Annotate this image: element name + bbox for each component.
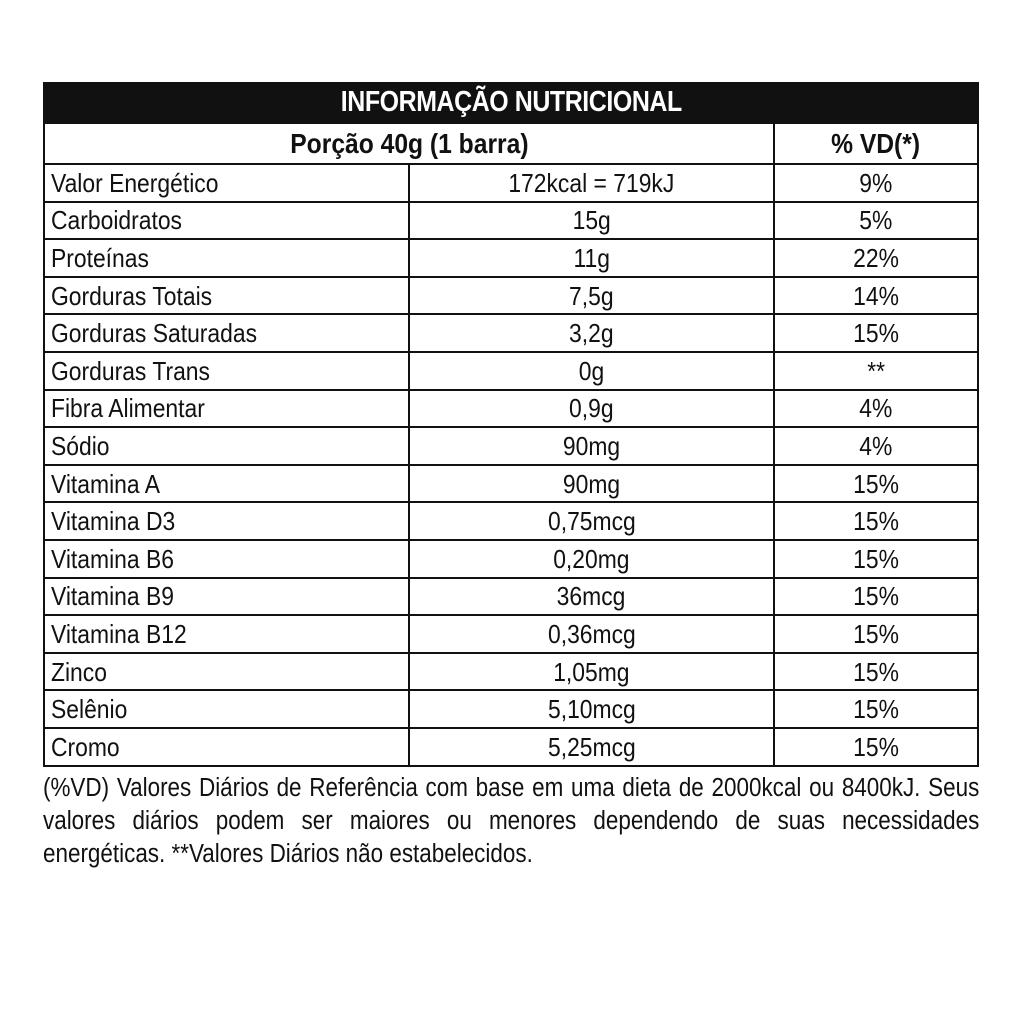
nutrition-title-bar — [43, 82, 979, 122]
table-row — [44, 540, 978, 578]
nutrient-name: Gorduras Totais — [51, 280, 213, 311]
nutrient-amount: 11g — [573, 242, 610, 273]
nutrient-vd: 22% — [853, 242, 899, 273]
nutrient-amount: 3,2g — [569, 318, 614, 349]
nutrient-vd-cell — [774, 653, 978, 691]
table-row — [44, 653, 978, 691]
nutrient-name: Vitamina D3 — [51, 506, 176, 537]
nutrient-vd: 15% — [853, 731, 899, 762]
nutrient-amount: 0,20mg — [553, 543, 630, 574]
nutrient-vd: 15% — [853, 318, 899, 349]
table-row — [44, 390, 978, 428]
nutrient-amount-cell — [409, 164, 774, 202]
nutrient-vd-cell — [774, 427, 978, 465]
nutrient-name-cell — [44, 728, 409, 766]
table-row — [44, 615, 978, 653]
nutrient-amount-cell — [409, 615, 774, 653]
nutrient-name: Vitamina B6 — [51, 543, 174, 574]
nutrient-amount: 1,05mg — [553, 656, 630, 687]
table-row — [44, 164, 978, 202]
nutrient-name-cell — [44, 427, 409, 465]
nutrient-amount: 5,10mcg — [547, 694, 636, 725]
nutrient-amount: 36mcg — [557, 581, 626, 612]
nutrient-name: Cromo — [51, 731, 120, 762]
nutrient-amount-cell — [409, 690, 774, 728]
nutrient-name-cell — [44, 615, 409, 653]
nutrient-amount: 0g — [578, 355, 605, 386]
nutrient-amount: 172kcal = 719kJ — [508, 167, 675, 198]
nutrient-vd: 4% — [859, 393, 893, 424]
nutrient-vd: 15% — [853, 581, 899, 612]
nutrition-facts-panel — [43, 82, 979, 767]
footnote — [43, 772, 979, 871]
nutrient-vd: 15% — [853, 656, 899, 687]
nutrient-name: Gorduras Saturadas — [51, 318, 258, 349]
table-row — [44, 728, 978, 766]
table-row — [44, 314, 978, 352]
nutrient-name: Fibra Alimentar — [51, 393, 205, 424]
nutrient-name: Zinco — [51, 656, 107, 687]
nutrient-vd: 9% — [859, 167, 893, 198]
nutrient-vd-cell — [774, 728, 978, 766]
vd-header-label: % VD(*) — [831, 127, 921, 159]
table-row — [44, 202, 978, 240]
table-row — [44, 502, 978, 540]
nutrient-vd-cell — [774, 352, 978, 390]
nutrient-amount-cell — [409, 390, 774, 428]
nutrient-name-cell — [44, 314, 409, 352]
nutrient-vd: 15% — [853, 468, 899, 499]
nutrient-amount-cell — [409, 239, 774, 277]
nutrient-vd: 15% — [853, 543, 899, 574]
nutrient-vd-cell — [774, 615, 978, 653]
nutrient-name-cell — [44, 465, 409, 503]
nutrient-vd: 15% — [853, 506, 899, 537]
nutrient-name-cell — [44, 653, 409, 691]
table-row — [44, 427, 978, 465]
table-row — [44, 239, 978, 277]
table-header-row — [44, 123, 978, 164]
nutrient-amount: 0,36mcg — [547, 618, 636, 649]
nutrient-amount-cell — [409, 314, 774, 352]
nutrient-name-cell — [44, 352, 409, 390]
nutrient-name: Valor Energético — [51, 167, 219, 198]
table-row — [44, 465, 978, 503]
nutrient-amount: 90mg — [562, 430, 621, 461]
nutrient-name: Proteínas — [51, 242, 149, 273]
nutrient-amount: 0,9g — [569, 393, 614, 424]
nutrient-amount-cell — [409, 352, 774, 390]
nutrient-vd-cell — [774, 239, 978, 277]
nutrient-vd-cell — [774, 690, 978, 728]
nutrient-amount-cell — [409, 277, 774, 315]
nutrient-name-cell — [44, 540, 409, 578]
nutrient-vd: 15% — [853, 694, 899, 725]
nutrient-vd: 14% — [853, 280, 899, 311]
nutrient-vd: 5% — [859, 205, 893, 236]
footnote-text: (%VD) Valores Diários de Referência com base em uma dieta de 2000kcal ou 8400kJ. Seus valores diários podem ser maiores ou menores dependendo de suas necessidades energéticas. **Valores Diários não estabelecidos. — [43, 774, 980, 868]
portion-header-label: Porção 40g (1 barra) — [289, 127, 529, 159]
nutrient-vd: ** — [867, 355, 885, 386]
nutrient-vd: 15% — [853, 618, 899, 649]
nutrient-amount: 15g — [572, 205, 611, 236]
nutrient-name-cell — [44, 239, 409, 277]
nutrient-vd-cell — [774, 390, 978, 428]
table-row — [44, 578, 978, 616]
nutrient-amount: 5,25mcg — [547, 731, 636, 762]
nutrient-vd-cell — [774, 202, 978, 240]
nutrition-table — [43, 122, 979, 767]
vd-header — [774, 123, 978, 164]
nutrient-name-cell — [44, 202, 409, 240]
nutrient-amount: 7,5g — [569, 280, 614, 311]
nutrient-name: Carboidratos — [51, 205, 182, 236]
nutrient-amount-cell — [409, 427, 774, 465]
nutrient-name-cell — [44, 690, 409, 728]
nutrient-amount: 0,75mcg — [547, 506, 636, 537]
nutrient-vd-cell — [774, 164, 978, 202]
nutrient-vd-cell — [774, 578, 978, 616]
nutrient-amount: 90mg — [562, 468, 621, 499]
table-row — [44, 690, 978, 728]
nutrient-vd-cell — [774, 502, 978, 540]
nutrient-amount-cell — [409, 465, 774, 503]
nutrient-vd: 4% — [859, 430, 893, 461]
nutrient-vd-cell — [774, 465, 978, 503]
nutrient-name-cell — [44, 390, 409, 428]
nutrient-amount-cell — [409, 502, 774, 540]
nutrient-amount-cell — [409, 653, 774, 691]
nutrient-name: Selênio — [51, 694, 128, 725]
nutrient-name-cell — [44, 164, 409, 202]
nutrient-name: Vitamina A — [51, 468, 160, 499]
nutrient-amount-cell — [409, 578, 774, 616]
nutrient-name: Vitamina B12 — [51, 618, 187, 649]
table-row — [44, 352, 978, 390]
nutrient-amount-cell — [409, 202, 774, 240]
nutrient-name: Vitamina B9 — [51, 581, 174, 612]
nutrient-name-cell — [44, 578, 409, 616]
nutrient-name: Sódio — [51, 430, 110, 461]
nutrient-amount-cell — [409, 728, 774, 766]
nutrient-vd-cell — [774, 277, 978, 315]
nutrient-name-cell — [44, 277, 409, 315]
nutrient-vd-cell — [774, 314, 978, 352]
nutrition-title: INFORMAÇÃO NUTRICIONAL — [340, 85, 682, 118]
nutrient-name: Gorduras Trans — [51, 355, 210, 386]
portion-header — [44, 123, 774, 164]
nutrition-rows — [44, 164, 978, 766]
table-row — [44, 277, 978, 315]
nutrient-vd-cell — [774, 540, 978, 578]
nutrient-name-cell — [44, 502, 409, 540]
nutrient-amount-cell — [409, 540, 774, 578]
